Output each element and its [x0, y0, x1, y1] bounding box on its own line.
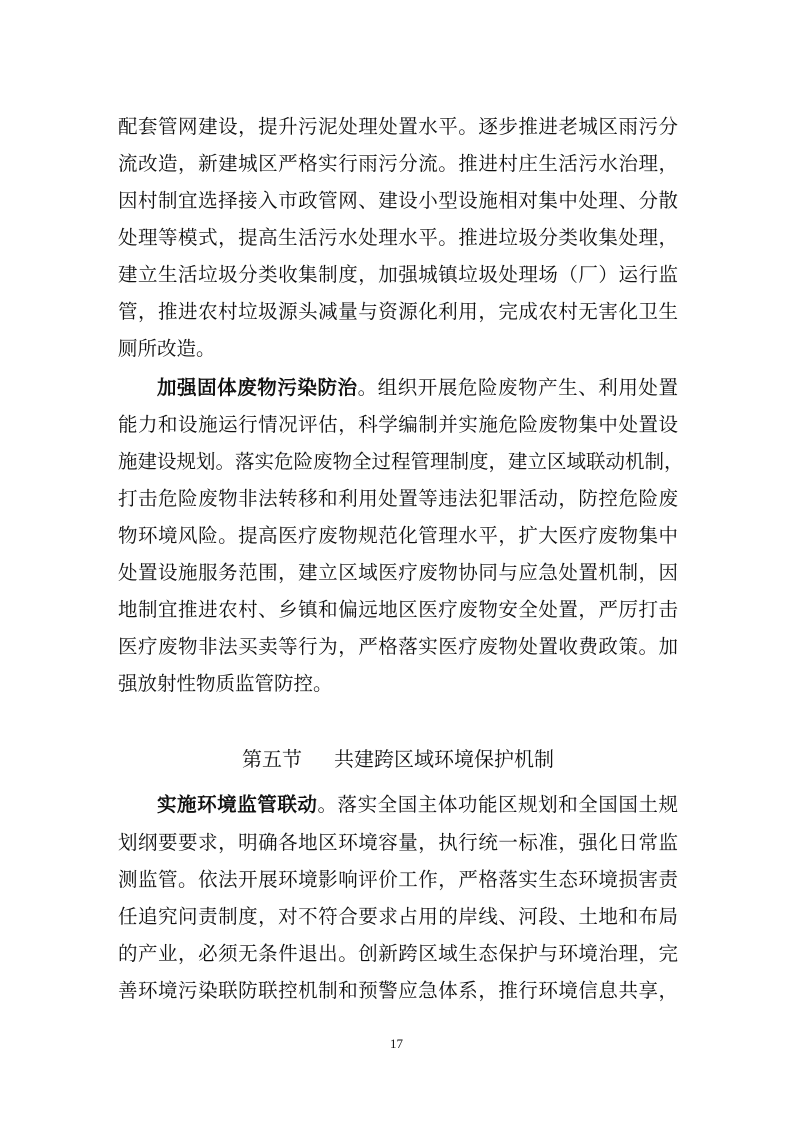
paragraph-line: 的产业，必须无条件退出。创新跨区域生态保护与环境治理，完	[118, 942, 678, 965]
paragraph-line: 施建设规划。落实危险废物全过程管理制度，建立区域联动机制，	[118, 450, 684, 473]
paragraph-line: 善环境污染联防联控机制和预警应急体系，推行环境信息共享，	[118, 979, 678, 1002]
paragraph-lead-heading: 实施环境监管联动	[157, 793, 318, 816]
paragraph-first-line-text: 。落实全国主体功能区规划和全国国土规	[317, 793, 678, 816]
paragraph-line: 管，推进农村垃圾源头减量与资源化利用，完成农村无害化卫生	[118, 300, 678, 323]
paragraph-line: 打击危险废物非法转移和利用处置等违法犯罪活动，防控危险废	[118, 487, 678, 510]
section-title: 共建跨区域环境保护机制	[334, 747, 554, 771]
paragraph-line: 建立生活垃圾分类收集制度，加强城镇垃圾处理场（厂）运行监	[118, 263, 678, 286]
paragraph-line: 因村制宜选择接入市政管网、建设小型设施相对集中处理、分散	[118, 189, 678, 212]
section-number: 第五节	[242, 747, 302, 771]
paragraph-line: 强放射性物质监管防控。	[118, 672, 333, 695]
paragraph-first-line-text: 。组织开展危险废物产生、利用处置	[357, 376, 678, 399]
paragraph-first-line	[157, 374, 678, 402]
paragraph-line: 任追究问责制度，对不符合要求占用的岸线、河段、土地和布局	[118, 905, 678, 928]
paragraph-lead-heading: 加强固体废物污染防治	[157, 376, 358, 399]
paragraph-line: 地制宜推进农村、乡镇和偏远地区医疗废物安全处置，严厉打击	[118, 598, 678, 621]
page-number: 17	[390, 1036, 403, 1051]
paragraph-line: 厕所改造。	[118, 337, 216, 360]
paragraph-line: 测监管。依法开展环境影响评价工作，严格落实生态环境损害责	[118, 868, 678, 891]
paragraph-first-line	[157, 791, 678, 819]
paragraph-line: 医疗废物非法买卖等行为，严格落实医疗废物处置收费政策。加	[118, 635, 678, 658]
paragraph-line: 划纲要要求，明确各地区环境容量，执行统一标准，强化日常监	[118, 831, 678, 854]
paragraph-line: 处置设施服务范围，建立区域医疗废物协同与应急处置机制，因	[118, 561, 678, 584]
paragraph-line: 物环境风险。提高医疗废物规范化管理水平，扩大医疗废物集中	[118, 524, 678, 547]
paragraph-line: 配套管网建设，提升污泥处理处置水平。逐步推进老城区雨污分	[118, 115, 678, 138]
paragraph-line: 流改造，新建城区严格实行雨污分流。推进村庄生活污水治理，	[118, 152, 678, 175]
paragraph-line: 能力和设施运行情况评估，科学编制并实施危险废物集中处置设	[118, 413, 678, 436]
paragraph-line: 处理等模式，提高生活污水处理水平。推进垃圾分类收集处理，	[118, 226, 678, 249]
section-heading	[118, 744, 678, 774]
